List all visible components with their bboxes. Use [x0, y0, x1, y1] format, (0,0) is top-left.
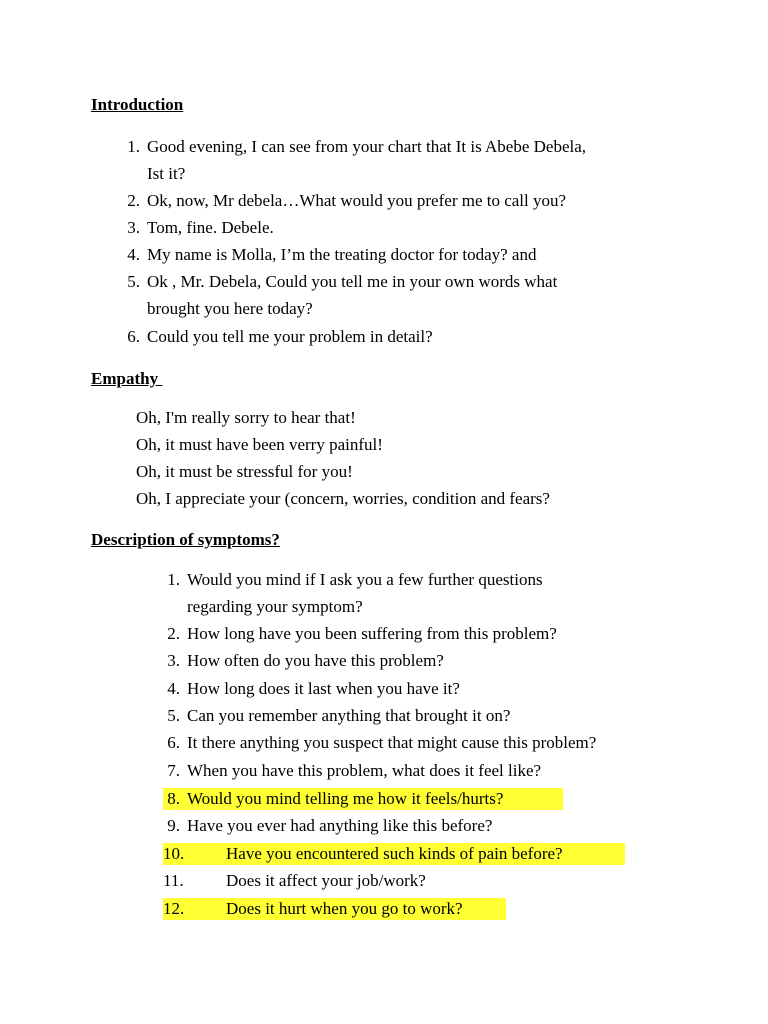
- symptom-item-10-number: 10.: [163, 844, 185, 863]
- symptom-item-9-line-1: Have you ever had anything like this before?: [187, 816, 493, 835]
- intro-item-3-line-1: Tom, fine. Debele.: [147, 218, 274, 237]
- symptom-item-6-number: 6.: [167, 733, 180, 752]
- empathy-line-3: Oh, it must be stressful for you!: [136, 462, 353, 481]
- intro-item-4-line-1: My name is Molla, I’m the treating doctor for today? and: [147, 245, 537, 264]
- intro-item-6-line-1: Could you tell me your problem in detail?: [147, 327, 433, 346]
- symptom-item-8-line-1: Would you mind telling me how it feels/hurts?: [187, 789, 504, 808]
- symptom-item-7-number: 7.: [167, 761, 180, 780]
- symptom-item-1-line-2: regarding your symptom?: [187, 597, 363, 616]
- symptom-item-3-line-1: How often do you have this problem?: [187, 651, 444, 670]
- empathy-heading: Empathy: [91, 369, 163, 388]
- intro-item-2-number: 2.: [127, 191, 140, 210]
- symptom-item-7-line-1: When you have this problem, what does it feel like?: [187, 761, 542, 780]
- symptom-item-1-line-1: Would you mind if I ask you a few further questions: [187, 570, 543, 589]
- symptom-item-8-number: 8.: [167, 789, 180, 808]
- symptom-item-3-number: 3.: [167, 651, 180, 670]
- introduction-heading: Introduction: [91, 95, 184, 114]
- symptom-item-11-line-1: Does it affect your job/work?: [226, 871, 426, 890]
- symptom-item-12-line-1: Does it hurt when you go to work?: [226, 899, 463, 918]
- intro-item-5-line-2: brought you here today?: [147, 299, 313, 318]
- symptom-item-11-number: 11.: [163, 871, 184, 890]
- symptom-item-9-number: 9.: [167, 816, 180, 835]
- empathy-line-1: Oh, I'm really sorry to hear that!: [136, 408, 356, 427]
- symptom-item-6-line-1: It there anything you suspect that might cause this problem?: [187, 733, 597, 752]
- symptom-item-12-number: 12.: [163, 899, 185, 918]
- intro-item-3-number: 3.: [127, 218, 140, 237]
- intro-item-5-number: 5.: [127, 272, 140, 291]
- empathy-line-4: Oh, I appreciate your (concern, worries, condition and fears?: [136, 489, 550, 508]
- intro-item-2-line-1: Ok, now, Mr debela…What would you prefer me to call you?: [147, 191, 567, 210]
- symptom-item-2-line-1: How long have you been suffering from this problem?: [187, 624, 557, 643]
- intro-item-1-number: 1.: [127, 137, 140, 156]
- symptom-item-5-number: 5.: [167, 706, 180, 725]
- intro-item-6-number: 6.: [127, 327, 140, 346]
- intro-item-1-line-1: Good evening, I can see from your chart that It is Abebe Debela,: [147, 137, 587, 156]
- symptom-item-4-line-1: How long does it last when you have it?: [187, 679, 460, 698]
- symptom-item-5-line-1: Can you remember anything that brought it on?: [187, 706, 511, 725]
- symptom-item-10-line-1: Have you encountered such kinds of pain before?: [226, 844, 563, 863]
- symptoms-heading: Description of symptoms?: [91, 530, 280, 549]
- intro-item-4-number: 4.: [127, 245, 140, 264]
- symptom-item-1-number: 1.: [167, 570, 180, 589]
- intro-item-5-line-1: Ok , Mr. Debela, Could you tell me in your own words what: [147, 272, 558, 291]
- empathy-line-2: Oh, it must have been verry painful!: [136, 435, 383, 454]
- intro-item-1-line-2: Ist it?: [147, 164, 186, 183]
- symptom-item-2-number: 2.: [167, 624, 180, 643]
- symptom-item-4-number: 4.: [167, 679, 180, 698]
